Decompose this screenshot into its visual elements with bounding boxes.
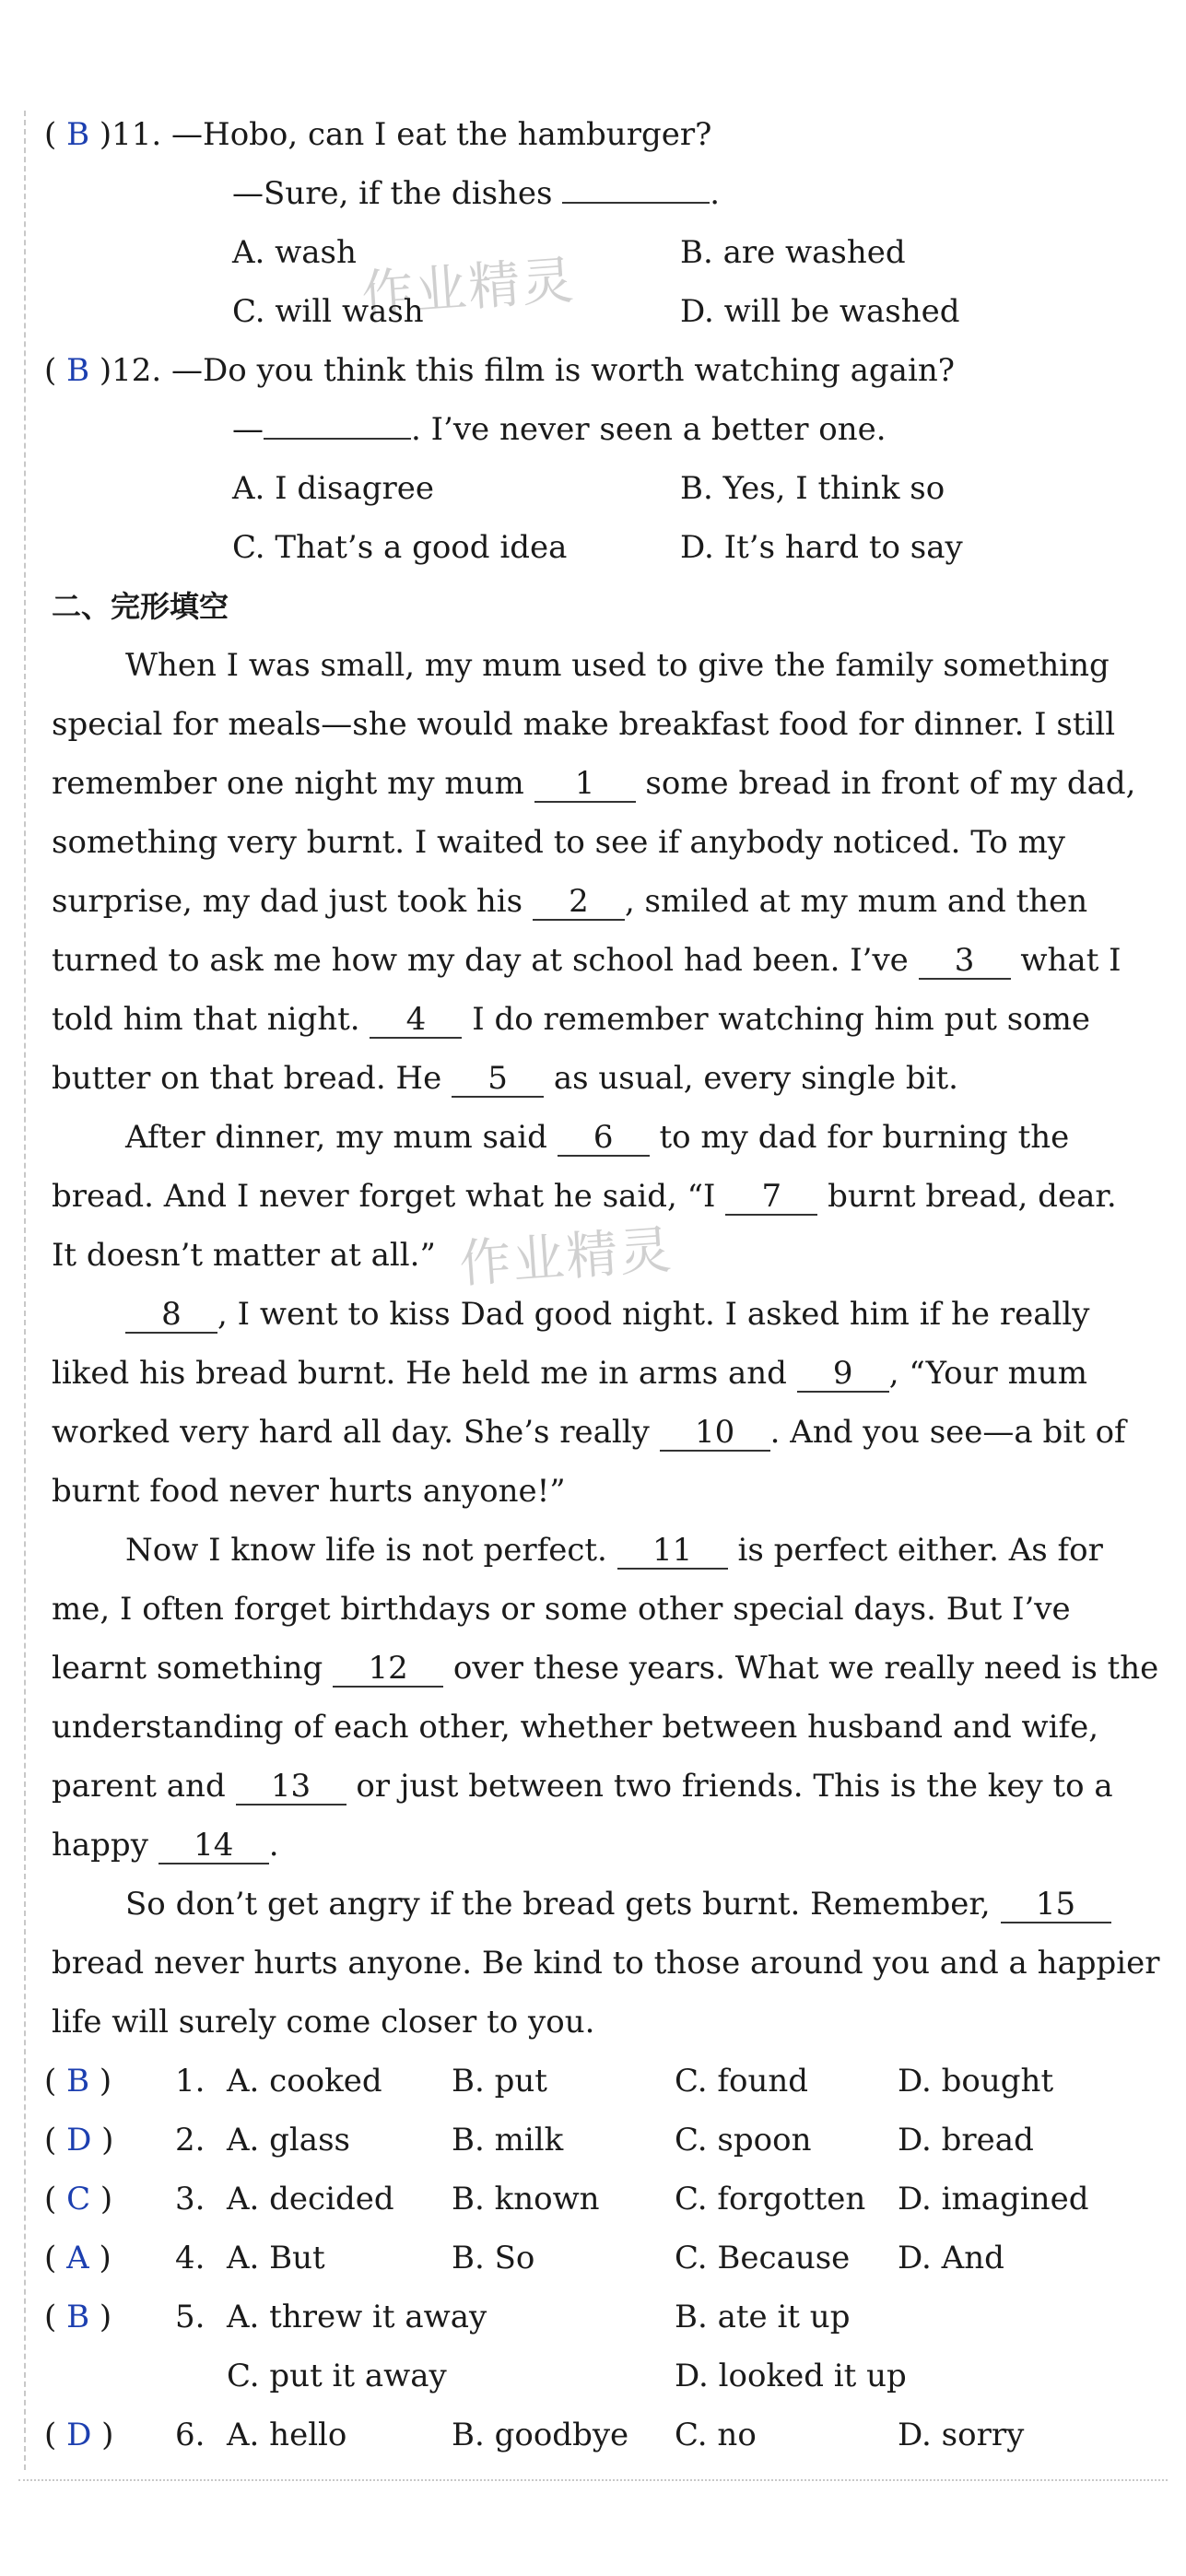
option-d: D. bread xyxy=(898,2122,1034,2158)
option-b: B. are washed xyxy=(680,234,906,271)
blank-6: 6 xyxy=(558,1120,650,1157)
option-b: B. So xyxy=(452,2240,535,2276)
page-bottom-rule xyxy=(18,2479,1168,2481)
blank-8: 8 xyxy=(125,1297,217,1334)
blank-7: 7 xyxy=(725,1179,817,1216)
passage-line: parent and 13 or just between two friends. This is the key to a xyxy=(52,1768,1113,1805)
blank-14: 14 xyxy=(159,1828,269,1864)
choice-row: ( C ) xyxy=(44,2181,113,2217)
blank xyxy=(562,202,710,204)
option-a: A. wash xyxy=(232,234,357,271)
blank-4: 4 xyxy=(370,1002,462,1039)
watermark-text: 作业精灵 xyxy=(457,1219,675,1296)
option-d: D. It’s hard to say xyxy=(680,529,963,566)
choice-number: 4. xyxy=(175,2240,205,2276)
blank-13: 13 xyxy=(236,1769,346,1806)
option-d: D. bought xyxy=(898,2063,1054,2100)
choice-number: 2. xyxy=(175,2122,205,2158)
blank xyxy=(264,438,411,440)
option-d: D. sorry xyxy=(898,2417,1025,2453)
passage-line: bread never hurts anyone. Be kind to those around you and a happier xyxy=(52,1945,1160,1982)
question-11-line2 xyxy=(232,173,720,214)
question-12-line2 xyxy=(232,409,887,450)
question-11: ( B )11. —Hobo, can I eat the hamburger? xyxy=(44,116,712,153)
choice-number: 1. xyxy=(175,2063,205,2100)
option-d: D. imagined xyxy=(898,2181,1089,2217)
option-b: B. ate it up xyxy=(675,2299,851,2335)
option-b: B. goodbye xyxy=(452,2417,629,2453)
choice-row: ( D ) xyxy=(44,2122,114,2158)
option-c: C. put it away xyxy=(227,2358,447,2394)
passage-line: worked very hard all day. She’s really 10 . And you see—a bit of xyxy=(52,1414,1126,1451)
option-a: A. hello xyxy=(227,2417,347,2453)
passage-line: When I was small, my mum used to give the family something xyxy=(125,647,1110,684)
watermark-text: 作业精灵 xyxy=(359,250,578,326)
option-c: C. found xyxy=(675,2063,809,2100)
option-a: A. I disagree xyxy=(232,470,435,507)
answer-mark: B xyxy=(66,2299,90,2335)
option-c: C. forgotten xyxy=(675,2181,866,2217)
question-text: . I’ve never seen a better one. xyxy=(411,411,887,448)
passage-line: burnt food never hurts anyone!” xyxy=(52,1473,566,1510)
section-title: 二、完形填空 xyxy=(52,589,229,624)
blank-15: 15 xyxy=(1001,1887,1111,1923)
answer-mark: B xyxy=(66,352,90,389)
option-d: D. And xyxy=(898,2240,1004,2276)
blank-11: 11 xyxy=(617,1533,728,1570)
choice-row: ( B ) xyxy=(44,2299,112,2335)
question-text: —Hobo, can I eat the hamburger? xyxy=(171,116,712,153)
passage-line: bread. And I never forget what he said, “I 7 burnt bread, dear. xyxy=(52,1178,1117,1215)
blank-9: 9 xyxy=(797,1356,889,1393)
passage-line: So don’t get angry if the bread gets burnt. Remember, 15 xyxy=(125,1884,1111,1924)
option-b: B. milk xyxy=(452,2122,564,2158)
option-c: C. spoon xyxy=(675,2122,812,2158)
option-c: C. will wash xyxy=(232,293,424,330)
option-a: A. glass xyxy=(227,2122,350,2158)
passage-line: understanding of each other, whether between husband and wife, xyxy=(52,1709,1099,1746)
question-number: 12. xyxy=(112,352,162,389)
choice-number: 3. xyxy=(175,2181,205,2217)
passage-line: special for meals—she would make breakfast food for dinner. I still xyxy=(52,706,1116,743)
passage-line: After dinner, my mum said 6 to my dad for burning the xyxy=(125,1119,1070,1156)
choice-row: ( A ) xyxy=(44,2240,112,2276)
passage-line: something very burnt. I waited to see if anybody noticed. To my xyxy=(52,824,1066,861)
option-d: D. will be washed xyxy=(680,293,960,330)
question-text: . xyxy=(710,175,721,212)
answer-mark: B xyxy=(66,116,90,153)
blank-2: 2 xyxy=(533,884,625,921)
choice-number: 6. xyxy=(175,2417,205,2453)
question-text: —Do you think this film is worth watching again? xyxy=(171,352,955,389)
passage-line: remember one night my mum 1 some bread in front of my dad, xyxy=(52,765,1136,802)
answer-mark: A xyxy=(66,2240,89,2276)
option-a: A. cooked xyxy=(227,2063,382,2100)
choice-number: 5. xyxy=(175,2299,205,2335)
option-c: C. no xyxy=(675,2417,757,2453)
option-b: B. known xyxy=(452,2181,600,2217)
passage-line: turned to ask me how my day at school had been. I’ve 3 what I xyxy=(52,942,1121,979)
answer-mark: D xyxy=(66,2122,92,2158)
passage-line: butter on that bread. He 5 as usual, every single bit. xyxy=(52,1060,958,1097)
passage-line: It doesn’t matter at all.” xyxy=(52,1237,436,1274)
passage-line: told him that night. 4 I do remember watching him put some xyxy=(52,1001,1090,1038)
passage-line: life will surely come closer to you. xyxy=(52,2004,595,2041)
passage-line: happy 14 . xyxy=(52,1827,279,1864)
passage-line: 8 , I went to kiss Dad good night. I asked him if he really xyxy=(125,1294,1089,1335)
option-d: D. looked it up xyxy=(675,2358,907,2394)
option-b: B. Yes, I think so xyxy=(680,470,945,507)
option-c: C. That’s a good idea xyxy=(232,529,568,566)
question-number: 11. xyxy=(112,116,162,153)
passage-line: Now I know life is not perfect. 11 is perfect either. As for xyxy=(125,1532,1103,1569)
passage-line: liked his bread burnt. He held me in arms and 9 , “Your mum xyxy=(52,1355,1087,1392)
option-a: A. threw it away xyxy=(227,2299,487,2335)
answer-mark: B xyxy=(66,2063,90,2100)
passage-line: learnt something 12 over these years. What we really need is the xyxy=(52,1650,1159,1687)
choice-row: ( D ) xyxy=(44,2417,114,2453)
option-b: B. put xyxy=(452,2063,547,2100)
question-12: ( B )12. —Do you think this film is worth watching again? xyxy=(44,352,955,389)
passage-line: me, I often forget birthdays or some other special days. But I’ve xyxy=(52,1591,1071,1628)
answer-mark: D xyxy=(66,2417,92,2453)
option-c: C. Because xyxy=(675,2240,851,2276)
blank-5: 5 xyxy=(452,1061,544,1098)
blank-10: 10 xyxy=(660,1415,770,1452)
blank-12: 12 xyxy=(333,1651,443,1688)
question-text: —Sure, if the dishes xyxy=(232,175,563,212)
answer-mark: C xyxy=(66,2181,91,2217)
blank-3: 3 xyxy=(919,943,1011,980)
choice-row: ( B ) xyxy=(44,2063,112,2100)
margin-dashed-line xyxy=(24,111,26,2470)
option-a: A. But xyxy=(227,2240,325,2276)
option-a: A. decided xyxy=(227,2181,394,2217)
blank-1: 1 xyxy=(534,766,636,803)
passage-line: surprise, my dad just took his 2 , smiled at my mum and then xyxy=(52,883,1088,920)
question-text: — xyxy=(232,411,264,448)
